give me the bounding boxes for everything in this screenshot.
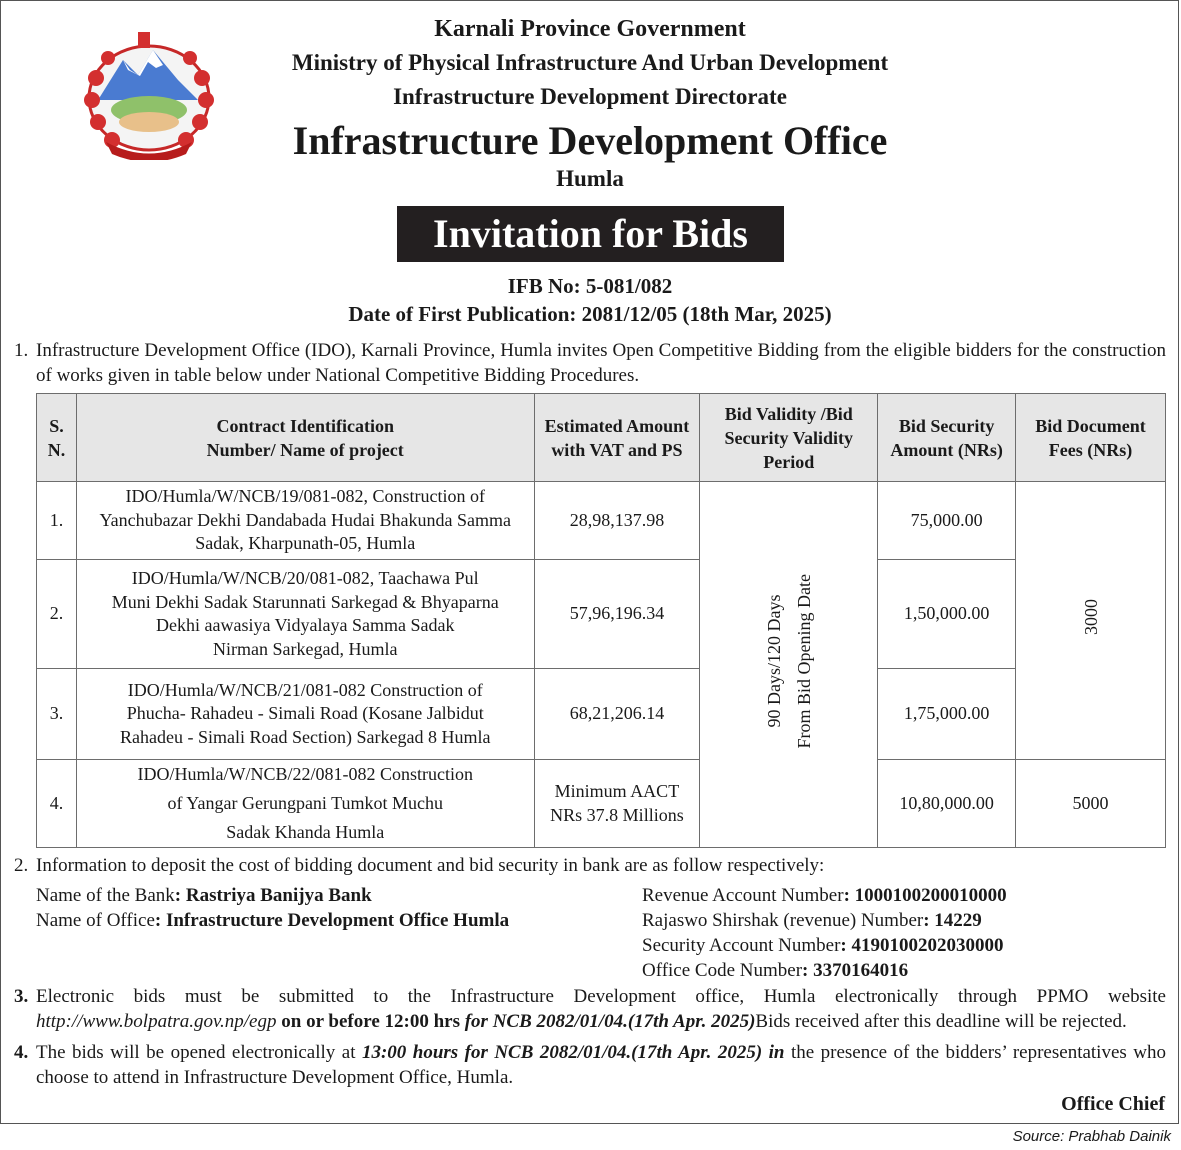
- row-security: 1,50,000.00: [878, 560, 1016, 669]
- header-fees: Bid Document Fees (NRs): [1016, 394, 1166, 482]
- fee-cell-rows-1-3: 3000: [1016, 482, 1166, 760]
- bids-table: [36, 393, 1166, 848]
- row-amount: 57,96,196.34: [534, 560, 700, 669]
- office-code: Office Code Number: 3370164016: [642, 960, 909, 981]
- paragraph-number: 1.: [14, 340, 29, 361]
- table-row: [37, 560, 1166, 669]
- row-contract: IDO/Humla/W/NCB/21/081-082 Construction of Phucha- Rahadeu - Simali Road (Kosane Jalbidut Rahadeu - Simali Road Section) Sarkegad 8 Humla: [76, 669, 534, 760]
- paragraph-text: Infrastructure Development Office (IDO), Karnali Province, Humla invites Open Competitive Bidding from the eligible bidders for the construction of works given in table below under National Competitive Bidding Procedures.: [36, 340, 1166, 386]
- row-contract: IDO/Humla/W/NCB/22/081-082 Construction of Yangar Gerungpani Tumkot Muchu Sadak Khanda Humla: [76, 760, 534, 848]
- validity-period-cell: 90 Days/120 Days From Bid Opening Date: [700, 482, 878, 848]
- row-security: 75,000.00: [878, 482, 1016, 560]
- header-ministry: Ministry of Physical Infrastructure And Urban Development: [291, 50, 889, 75]
- table-row: [37, 482, 1166, 560]
- header-contract: Contract Identification Number/ Name of project: [76, 394, 534, 482]
- row-sn: 4.: [37, 760, 77, 848]
- header-security: Bid Security Amount (NRs): [878, 394, 1016, 482]
- row-contract: IDO/Humla/W/NCB/19/081-082, Construction of Yanchubazar Dekhi Dandabada Hudai Bhakunda Samma Sadak, Kharpunath-05, Humla: [76, 482, 534, 560]
- paragraph-text: Electronic bids must be submitted to the Infrastructure Development office, Humla electronically through PPMO website http://www.bolpatra.gov.np/egp on or before 12:00 hrs for NCB 2082/01/04.(17th Apr. 2025)Bids received after this deadline will be rejected.: [36, 986, 1166, 1032]
- table-header-row: [37, 394, 1166, 482]
- paragraph-3: [14, 984, 1166, 1034]
- bank-name: Name of the Bank: Rastriya Banijya Bank: [36, 885, 372, 906]
- header-office-title: Infrastructure Development Office: [292, 118, 888, 163]
- revenue-account: Revenue Account Number: 1000100200010000: [642, 885, 1007, 906]
- row-amount: 28,98,137.98: [534, 482, 700, 560]
- row-amount: Minimum AACT NRs 37.8 Millions: [534, 760, 700, 848]
- paragraph-4: [14, 1040, 1166, 1090]
- paragraph-number: 2.: [14, 855, 29, 876]
- row-fee: 5000: [1016, 760, 1166, 848]
- row-security: 1,75,000.00: [878, 669, 1016, 760]
- publication-date: Date of First Publication: 2081/12/05 (18th Mar, 2025): [348, 302, 832, 326]
- source-credit: Source: Prabhab Dainik: [1012, 1128, 1171, 1145]
- paragraph-number: 3.: [14, 986, 29, 1007]
- ppmo-link[interactable]: http://www.bolpatra.gov.np/egp: [36, 1011, 277, 1032]
- nepal-emblem-icon: [78, 30, 220, 160]
- header-government: Karnali Province Government: [434, 16, 746, 42]
- row-sn: 3.: [37, 669, 77, 760]
- header-validity: Bid Validity /Bid Security Validity Period: [700, 394, 878, 482]
- header-sn: S. N.: [37, 394, 77, 482]
- paragraph-number: 4.: [14, 1042, 29, 1063]
- invitation-banner: Invitation for Bids: [397, 206, 784, 262]
- paragraph-text: Information to deposit the cost of bidding document and bid security in bank are as follow respectively:: [36, 855, 825, 876]
- row-sn: 1.: [37, 482, 77, 560]
- row-sn: 2.: [37, 560, 77, 669]
- header-directorate: Infrastructure Development Directorate: [393, 84, 787, 109]
- ifb-number: IFB No: 5-081/082: [507, 274, 673, 298]
- table-row: [37, 669, 1166, 760]
- header-amount: Estimated Amount with VAT and PS: [534, 394, 700, 482]
- security-account: Security Account Number: 4190100202030000: [642, 935, 1004, 956]
- row-contract: IDO/Humla/W/NCB/20/081-082, Taachawa Pul Muni Dekhi Sadak Starunnati Sarkegad & Bhyaparna Dekhi aawasiya Vidyalaya Samma Sadak Nirman Sarkegad, Humla: [76, 560, 534, 669]
- office-name: Name of Office: Infrastructure Development Office Humla: [36, 910, 510, 931]
- rajaswo-number: Rajaswo Shirshak (revenue) Number: 14229: [642, 910, 982, 931]
- row-security: 10,80,000.00: [878, 760, 1016, 848]
- row-amount: 68,21,206.14: [534, 669, 700, 760]
- table-row: [37, 760, 1166, 848]
- paragraph-1: [14, 338, 1166, 388]
- header-district: Humla: [556, 166, 624, 191]
- paragraph-text: The bids will be opened electronically at 13:00 hours for NCB 2082/01/04.(17th Apr. 2025) in the presence of the bidders’ representatives who choose to attend in Infrastructure Development Office, Humla.: [36, 1042, 1166, 1088]
- signature-office-chief: Office Chief: [1061, 1093, 1165, 1115]
- paragraph-2: [14, 853, 1166, 878]
